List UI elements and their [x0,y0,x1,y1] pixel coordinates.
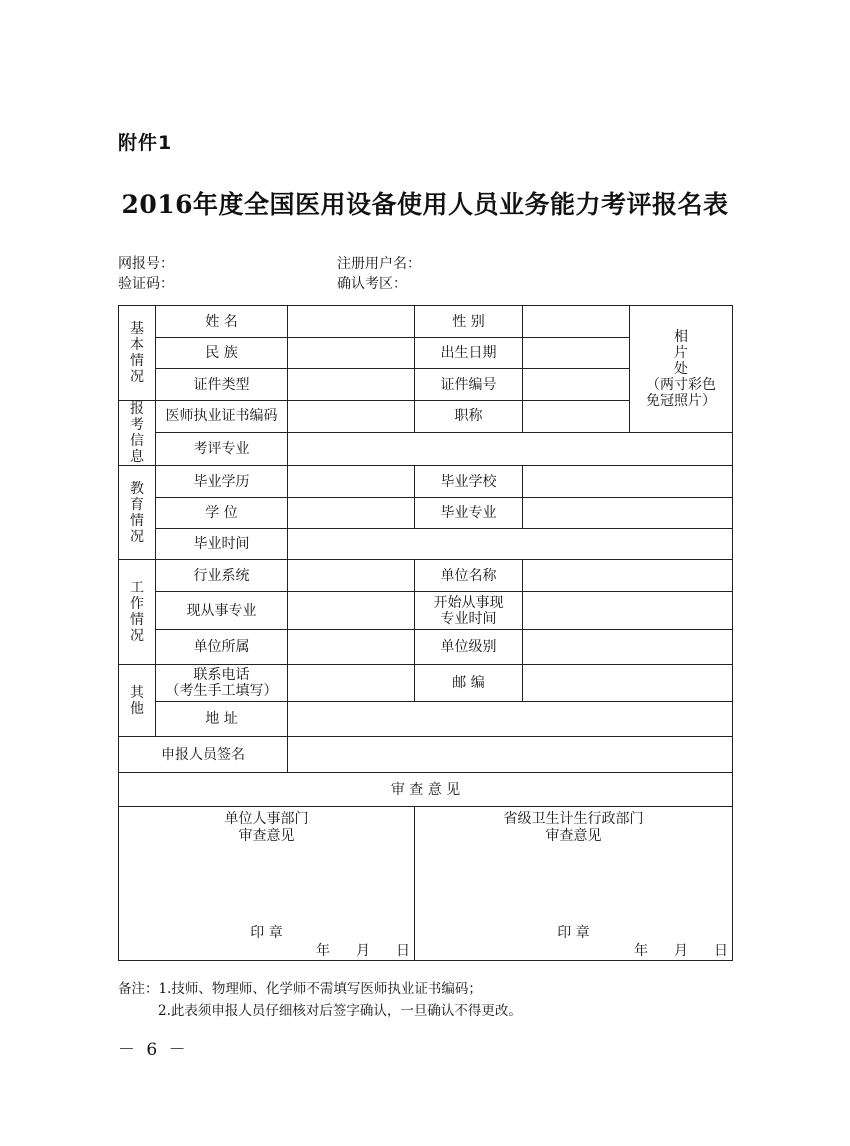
start-time-label: 开始从事现 专业时间 [415,592,523,630]
edu-level-label: 毕业学历 [156,466,288,498]
online-number-label: 网报号： [118,256,174,272]
unit-hr-review-box[interactable] [119,807,415,961]
address-label: 地 址 [156,702,288,737]
id-type-label: 证件类型 [156,369,288,401]
exam-area-label: 确认考区： [337,276,407,292]
grad-time-label: 毕业时间 [156,529,288,560]
note-2: 2.此表须申报人员仔细核对后签字确认，一旦确认不得更改。 [158,1003,522,1019]
degree-field[interactable] [288,498,415,529]
name-field[interactable] [288,306,415,338]
edu-level-field[interactable] [288,466,415,498]
verify-code-label: 验证码： [118,276,174,292]
unit-name-field[interactable] [523,560,733,592]
school-field[interactable] [523,466,733,498]
section-work: 工 作 情 况 [119,560,156,665]
unit-level-field[interactable] [523,630,733,665]
unit-name-label: 单位名称 [415,560,523,592]
unit-hr-seal-label: 印 章 [250,925,283,941]
signature-field[interactable] [288,737,733,773]
name-label: 姓 名 [156,306,288,338]
affiliation-label: 单位所属 [156,630,288,665]
birth-date-label: 出生日期 [415,338,523,369]
phone-field[interactable] [288,665,415,702]
ethnicity-label: 民 族 [156,338,288,369]
annex-label: 附件1 [118,132,173,154]
id-number-label: 证件编号 [415,369,523,401]
industry-label: 行业系统 [156,560,288,592]
industry-field[interactable] [288,560,415,592]
job-title-label: 职称 [415,401,523,433]
affiliation-field[interactable] [288,630,415,665]
review-opinion-header: 审 查 意 见 [119,773,733,807]
section-education: 教 育 情 况 [119,466,156,560]
current-major-field[interactable] [288,592,415,630]
id-type-field[interactable] [288,369,415,401]
unit-hr-date: 年 月 日 [316,943,410,959]
school-label: 毕业学校 [415,466,523,498]
province-seal-label: 印 章 [557,925,590,941]
page-number: － 6 － [118,1040,189,1060]
phone-label: 联系电话 （考生手工填写） [156,665,288,702]
grad-major-field[interactable] [523,498,733,529]
postcode-field[interactable] [523,665,733,702]
note-1: 备注：1.技师、物理师、化学师不需填写医师执业证书编码； [118,981,482,997]
section-other: 其 他 [119,665,156,737]
grad-time-field[interactable] [288,529,733,560]
grad-major-label: 毕业专业 [415,498,523,529]
province-review-box[interactable] [415,807,733,961]
postcode-label: 邮 编 [415,665,523,702]
birth-date-field[interactable] [523,338,630,369]
degree-label: 学 位 [156,498,288,529]
license-code-field[interactable] [288,401,415,433]
unit-hr-review-title: 单位人事部门 审查意见 [224,811,309,844]
gender-field[interactable] [523,306,630,338]
id-number-field[interactable] [523,369,630,401]
gender-label: 性 别 [415,306,523,338]
license-code-label: 医师执业证书编码 [156,401,288,433]
username-label: 注册用户名： [337,256,421,272]
province-date: 年 月 日 [634,943,728,959]
registration-table [118,305,733,961]
notes [118,978,522,1022]
start-time-field[interactable] [523,592,733,630]
photo-box[interactable]: 相 片 处 （两寸彩色 免冠照片） [630,306,733,433]
current-major-label: 现从事专业 [156,592,288,630]
exam-major-field[interactable] [288,432,733,465]
section-exam-info: 报 考 信 息 [119,401,156,466]
address-field[interactable] [288,702,733,737]
section-basic-info: 基 本 情 况 [119,306,156,401]
job-title-field[interactable] [523,401,630,433]
exam-major-label: 考评专业 [156,432,288,465]
unit-level-label: 单位级别 [415,630,523,665]
signature-label: 申报人员签名 [119,737,288,773]
form-title: 2016年度全国医用设备使用人员业务能力考评报名表 [121,190,729,219]
ethnicity-field[interactable] [288,338,415,369]
province-review-title: 省级卫生计生行政部门 审查意见 [503,811,644,844]
